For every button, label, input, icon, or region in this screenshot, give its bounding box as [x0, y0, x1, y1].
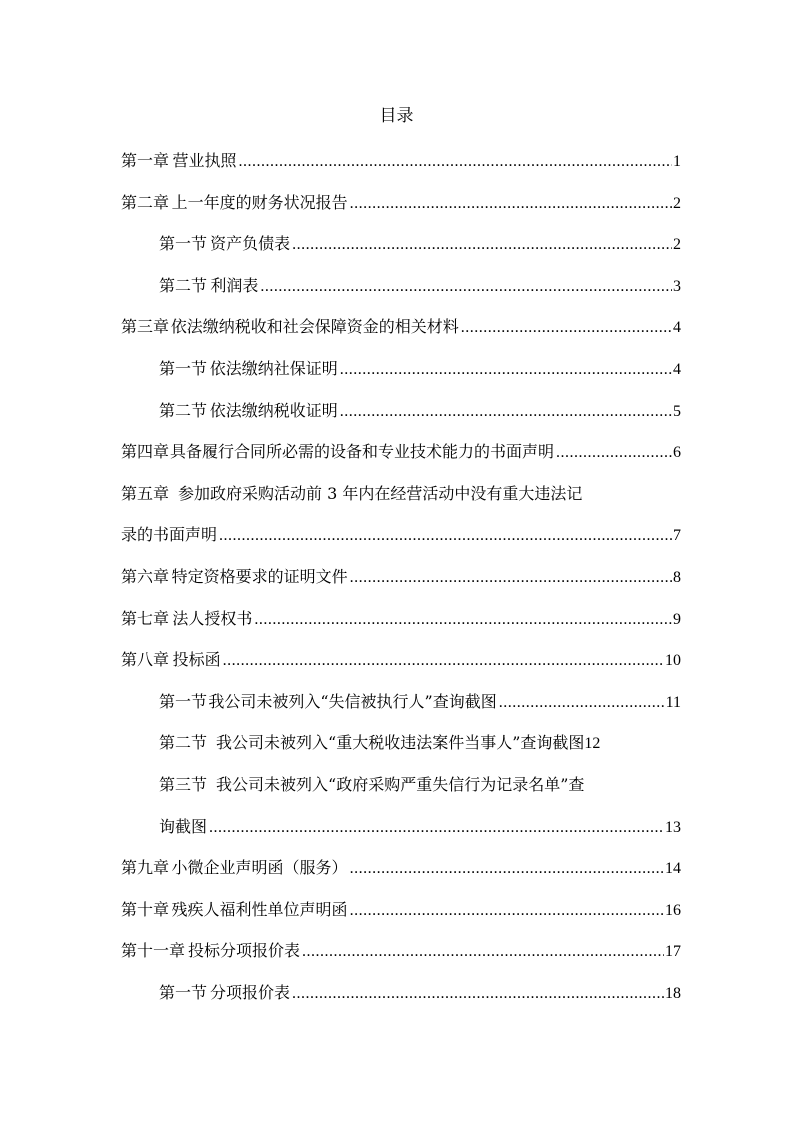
- chapter-number: 第六章: [121, 566, 170, 586]
- entry-title: 我公司未被列入“政府采购严重失信行为记录名单”查: [216, 774, 585, 794]
- dot-leader: [556, 437, 672, 468]
- section-number: 第三节: [159, 774, 208, 794]
- chapter-number: 第七章: [121, 608, 170, 628]
- page-number: 14: [665, 860, 681, 878]
- section-number: 第二节: [159, 733, 208, 753]
- toc-entry[interactable]: [121, 935, 681, 966]
- chapter-number: 第五章: [121, 483, 170, 503]
- page-number: 4: [673, 360, 681, 378]
- toc-entry[interactable]: [121, 395, 681, 426]
- section-number: 第一节: [159, 691, 208, 711]
- entry-title: 投标分项报价表: [187, 941, 300, 961]
- chapter-number: 第一章: [121, 151, 170, 170]
- dot-leader: [292, 229, 672, 260]
- toc-entry[interactable]: [121, 436, 681, 467]
- toc-entry[interactable]: [121, 644, 681, 675]
- page-number: 16: [665, 901, 681, 919]
- chapter-number: 第二章: [121, 192, 170, 212]
- entry-title: 小微企业声明函（服务）: [171, 858, 348, 878]
- page-number: 8: [673, 568, 681, 586]
- dot-leader: [219, 520, 672, 551]
- entry-title: 依法缴纳税收证明: [209, 400, 338, 420]
- dot-leader: [461, 312, 672, 343]
- dot-leader: [302, 936, 664, 967]
- table-of-contents: [121, 145, 681, 1018]
- toc-entry[interactable]: [121, 353, 681, 384]
- entry-title: 特定资格要求的证明文件: [171, 566, 348, 586]
- dot-leader: [260, 271, 672, 302]
- chapter-number: 第四章: [121, 442, 170, 462]
- page-number: 6: [673, 444, 681, 462]
- chapter-number: 第八章: [121, 650, 170, 670]
- dot-leader: [223, 645, 664, 676]
- entry-title: 询截图: [159, 816, 208, 836]
- dot-leader: [350, 188, 672, 219]
- entry-title: 残疾人福利性单位声明函: [171, 899, 348, 919]
- dot-leader: [340, 354, 672, 385]
- toc-entry[interactable]: [121, 187, 681, 218]
- dot-leader: [239, 146, 672, 177]
- entry-title: 资产负债表: [210, 234, 291, 254]
- chapter-number: 第三章: [121, 317, 170, 337]
- toc-entry[interactable]: [121, 228, 681, 259]
- toc-entry[interactable]: [121, 145, 681, 176]
- page-number: 2: [673, 194, 681, 212]
- entry-title: 投标函: [172, 650, 221, 670]
- section-number: 第二节: [159, 275, 208, 295]
- toc-entry-continuation[interactable]: [121, 811, 681, 842]
- toc-entry[interactable]: [121, 270, 681, 301]
- chapter-number: 第十章: [121, 899, 170, 919]
- section-number: 第一节: [159, 982, 208, 1002]
- toc-entry[interactable]: [121, 727, 681, 758]
- entry-title: 我公司未被列入“重大税收违法案件当事人”查询截图: [216, 733, 585, 753]
- chapter-number: 第九章: [121, 858, 170, 878]
- page-number: 1: [673, 153, 681, 170]
- entry-title: 利润表: [210, 275, 259, 295]
- entry-title: 营业执照: [172, 151, 237, 170]
- toc-entry-continuation[interactable]: [121, 519, 681, 550]
- section-number: 第一节: [159, 358, 208, 378]
- page-number: 10: [665, 652, 681, 670]
- entry-title: 法人授权书: [172, 608, 253, 628]
- toc-entry[interactable]: [121, 478, 681, 509]
- page-number: 7: [673, 527, 681, 545]
- entry-title: 录的书面声明: [121, 525, 218, 545]
- entry-title: 我公司未被列入“失信被执行人”查询截图: [208, 691, 497, 711]
- page-number: 11: [665, 693, 681, 711]
- page-number: 2: [673, 236, 681, 254]
- toc-entry[interactable]: [121, 852, 681, 883]
- toc-entry[interactable]: [121, 894, 681, 925]
- dot-leader: [209, 812, 664, 843]
- chapter-number: 第十一章: [121, 941, 186, 961]
- entry-title: 参加政府采购活动前 3 年内在经营活动中没有重大违法记: [178, 483, 583, 503]
- toc-entry[interactable]: [121, 769, 681, 800]
- toc-entry[interactable]: [121, 311, 681, 342]
- section-number: 第二节: [159, 400, 208, 420]
- dot-leader: [350, 895, 664, 926]
- toc-entry[interactable]: [121, 977, 681, 1008]
- toc-entry[interactable]: [121, 603, 681, 634]
- toc-entry[interactable]: [121, 561, 681, 592]
- dot-leader: [292, 978, 664, 1009]
- page-number: 9: [673, 610, 681, 628]
- toc-entry[interactable]: [121, 686, 681, 717]
- page-number: 13: [665, 818, 681, 836]
- dot-leader: [350, 853, 664, 884]
- page-number: 12: [584, 735, 601, 753]
- entry-title: 具备履行合同所必需的设备和专业技术能力的书面声明: [169, 442, 554, 462]
- entry-title: 分项报价表: [210, 982, 291, 1002]
- dot-leader: [499, 687, 665, 718]
- entry-title: 依法缴纳税收和社会保障资金的相关材料: [170, 317, 459, 337]
- page-number: 18: [665, 984, 681, 1002]
- page-number: 4: [673, 319, 681, 337]
- section-number: 第一节: [159, 234, 208, 254]
- dot-leader: [340, 396, 672, 427]
- page-number: 5: [673, 402, 681, 420]
- page-number: 17: [665, 943, 681, 961]
- entry-title: 上一年度的财务状况报告: [171, 192, 348, 212]
- dot-leader: [254, 604, 672, 635]
- entry-title: 依法缴纳社保证明: [209, 358, 338, 378]
- page-number: 3: [673, 277, 681, 295]
- dot-leader: [350, 562, 672, 593]
- toc-title: 目录: [379, 106, 414, 126]
